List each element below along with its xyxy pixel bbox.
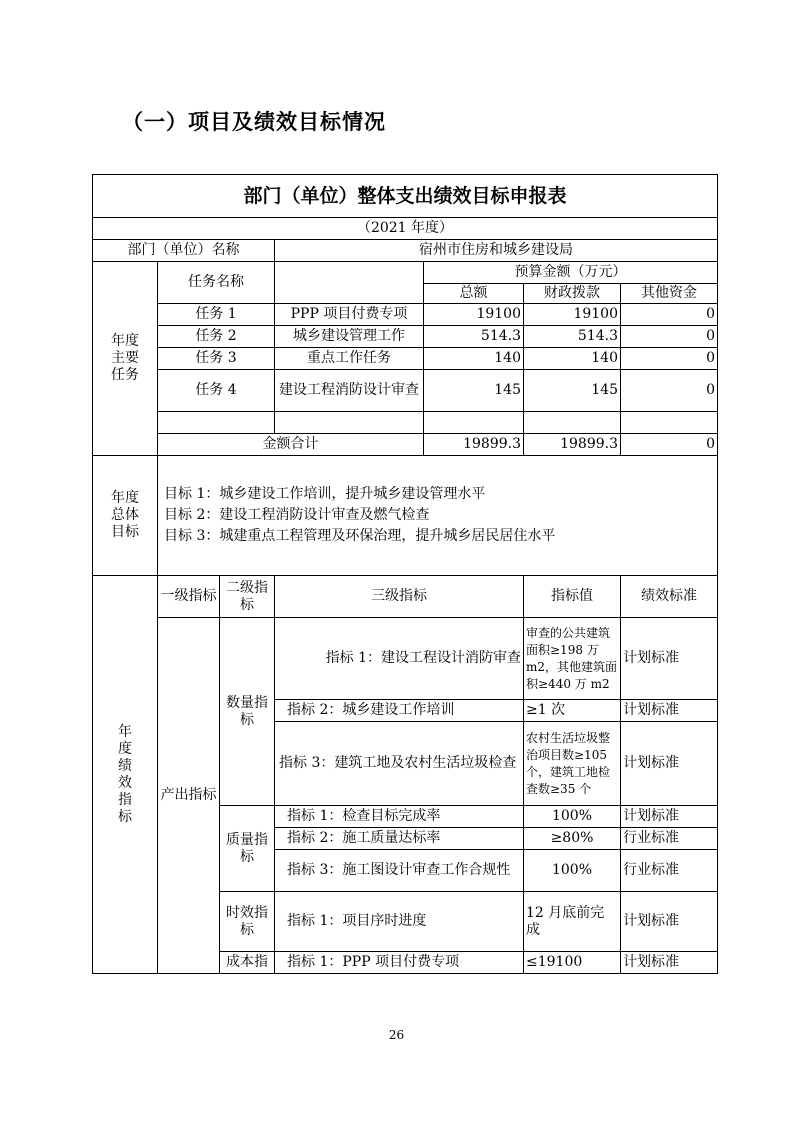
task-name: 城乡建设管理工作 (275, 326, 424, 348)
task-name: 建设工程消防设计审查 (275, 370, 424, 412)
level2-cost: 成本指 (220, 952, 275, 974)
task-row (93, 304, 718, 326)
sum-label: 金额合计 (158, 434, 424, 456)
goal-line: 目标 1：城乡建设工作培训，提升城乡建设管理水平 (164, 486, 486, 502)
goal-line: 目标 3：城建重点工程管理及环保治理，提升城乡居民居住水平 (164, 528, 556, 544)
header-level3: 三级指标 (275, 576, 524, 618)
indicator-standard: 行业标准 (621, 850, 718, 892)
task-other: 0 (621, 348, 718, 370)
indicator-name: 指标 1：PPP 项目付费专项 (275, 952, 524, 974)
indicator-standard: 行业标准 (621, 828, 718, 850)
task-other: 0 (621, 326, 718, 348)
indicator-value: 审查的公共建筑面积≥198 万 m2，其他建筑面积≥440 万 m2 (524, 618, 621, 700)
indicator-standard: 计划标准 (621, 700, 718, 722)
budget-col-other: 其他资金 (621, 284, 718, 304)
indicator-standard: 计划标准 (621, 722, 718, 806)
task-total: 145 (424, 370, 524, 412)
indicator-value: ≥1 次 (524, 700, 621, 722)
level1-output: 产出指标 (158, 618, 220, 974)
dept-label: 部门（单位）名称 (93, 240, 275, 262)
indicator-name: 指标 2：施工质量达标率 (275, 828, 524, 850)
task-id: 任务 3 (158, 348, 275, 370)
task-fiscal: 19100 (524, 304, 621, 326)
task-name-header: 任务名称 (158, 262, 275, 304)
header-value: 指标值 (524, 576, 621, 618)
level2-quantity: 数量指标 (220, 618, 275, 806)
indicator-value: 100% (524, 850, 621, 892)
indicator-standard: 计划标准 (621, 952, 718, 974)
table-year: （2021 年度） (93, 218, 718, 240)
indicator-name: 指标 3：建筑工地及农村生活垃圾检查 (275, 722, 524, 806)
indicator-row (93, 618, 718, 700)
page-number: 26 (388, 1028, 405, 1042)
task-total: 19100 (424, 304, 524, 326)
task-other: 0 (621, 370, 718, 412)
task-fiscal: 145 (524, 370, 621, 412)
perf-indicator-label: 年 度 绩 效 指 标 (93, 576, 158, 974)
header-level1: 一级指标 (158, 576, 220, 618)
indicator-value: 农村生活垃圾整治项目数≥105 个，建筑工地检查数≥35 个 (524, 722, 621, 806)
sum-row (93, 434, 718, 456)
annual-tasks-label: 年度 主要 任务 (93, 262, 158, 456)
sum-fiscal: 19899.3 (524, 434, 621, 456)
indicator-name: 指标 3：施工图设计审查工作合规性 (275, 850, 524, 892)
header-standard: 绩效标准 (621, 576, 718, 618)
dept-name: 宿州市住房和城乡建设局 (275, 240, 718, 262)
indicator-value: ≥80% (524, 828, 621, 850)
indicator-name: 指标 2：城乡建设工作培训 (275, 700, 524, 722)
indicator-value: 12 月底前完成 (524, 892, 621, 952)
performance-target-table (92, 174, 718, 974)
empty-task-row (93, 412, 718, 434)
task-other: 0 (621, 304, 718, 326)
task-row (93, 370, 718, 412)
task-name: PPP 项目付费专项 (275, 304, 424, 326)
task-total: 514.3 (424, 326, 524, 348)
task-total: 140 (424, 348, 524, 370)
task-fiscal: 140 (524, 348, 621, 370)
task-fiscal: 514.3 (524, 326, 621, 348)
header-level2: 二级指标 (220, 576, 275, 618)
indicator-standard: 计划标准 (621, 806, 718, 828)
budget-header: 预算金额（万元） (424, 262, 718, 284)
indicator-name: 指标 1：项目序时进度 (275, 892, 524, 952)
budget-col-total: 总额 (424, 284, 524, 304)
task-row (93, 348, 718, 370)
task-id: 任务 4 (158, 370, 275, 412)
indicator-name: 指标 1：建设工程设计消防审查 (275, 618, 524, 700)
level2-timeliness: 时效指标 (220, 892, 275, 952)
level2-quality: 质量指标 (220, 806, 275, 892)
task-id: 任务 2 (158, 326, 275, 348)
overall-goal-label: 年度 总体 目标 (93, 456, 158, 576)
task-row (93, 326, 718, 348)
sum-total: 19899.3 (424, 434, 524, 456)
indicator-value: ≤19100 (524, 952, 621, 974)
goal-line: 目标 2：建设工程消防设计审查及燃气检查 (164, 507, 430, 523)
indicator-name: 指标 1：检查目标完成率 (275, 806, 524, 828)
task-id: 任务 1 (158, 304, 275, 326)
indicator-standard: 计划标准 (621, 892, 718, 952)
overall-goals (158, 456, 718, 576)
table-title: 部门（单位）整体支出绩效目标申报表 (93, 175, 718, 218)
section-heading: （一）项目及绩效目标情况 (122, 110, 386, 134)
indicator-value: 100% (524, 806, 621, 828)
task-name: 重点工作任务 (275, 348, 424, 370)
budget-col-fiscal: 财政拨款 (524, 284, 621, 304)
sum-other: 0 (621, 434, 718, 456)
indicator-standard: 计划标准 (621, 618, 718, 700)
task-blank-header (275, 262, 424, 304)
